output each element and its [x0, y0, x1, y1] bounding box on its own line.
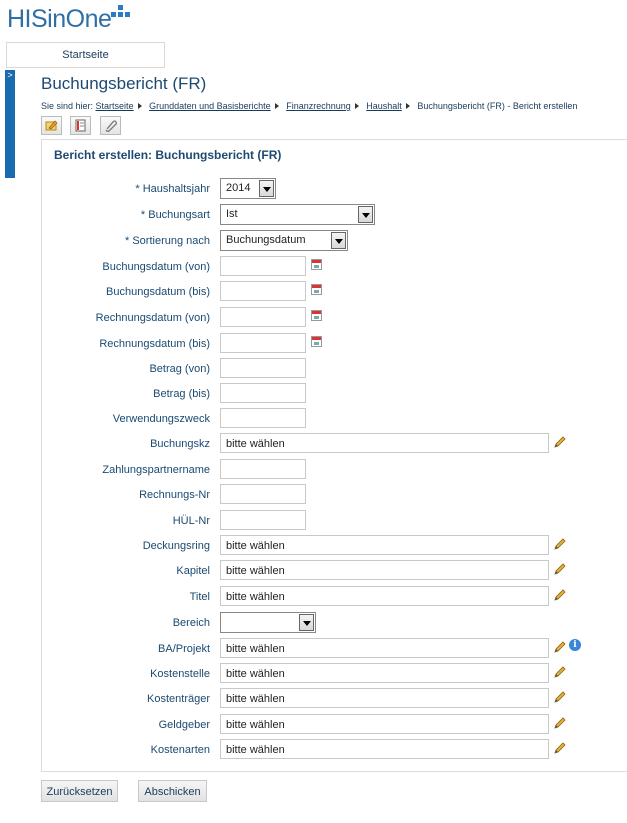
pencil-icon[interactable]	[553, 690, 567, 704]
reset-button[interactable]: Zurücksetzen	[41, 780, 118, 802]
calendar-icon[interactable]	[311, 336, 322, 347]
row-ba-projekt	[42, 638, 627, 660]
row-buchungsart	[42, 204, 627, 226]
row-haushaltsjahr	[42, 178, 627, 200]
page-title: Buchungsbericht (FR)	[41, 74, 207, 93]
haushaltsjahr-select[interactable]	[220, 178, 276, 199]
breadcrumb-link-finanzrechnung[interactable]: Finanzrechnung	[286, 101, 351, 111]
kostenstelle-input[interactable]: bitte wählen	[220, 663, 549, 683]
label-bereich: Bereich	[172, 617, 210, 629]
row-huel-nr	[42, 510, 627, 532]
row-buchungskz	[42, 433, 627, 455]
huel-nr-input[interactable]	[220, 510, 306, 530]
ba-projekt-input[interactable]: bitte wählen	[220, 638, 549, 658]
pencil-icon[interactable]	[553, 640, 567, 654]
label-haushaltsjahr: * Haushaltsjahr	[135, 183, 210, 195]
titel-input[interactable]: bitte wählen	[220, 586, 549, 606]
buchungsdatum-von-input[interactable]	[220, 256, 306, 276]
rechnungsdatum-bis-input[interactable]	[220, 333, 306, 353]
label-kostenarten: Kostenarten	[150, 744, 210, 756]
report-form-panel	[41, 139, 627, 772]
rechnungsdatum-von-input[interactable]	[220, 307, 306, 327]
row-betrag-bis	[42, 383, 627, 405]
chevron-down-icon[interactable]	[358, 206, 373, 223]
pencil-icon[interactable]	[553, 716, 567, 730]
sortierung-select[interactable]	[220, 230, 348, 251]
panel-title: Bericht erstellen: Buchungsbericht (FR)	[54, 148, 282, 162]
buchungsdatum-bis-input[interactable]	[220, 281, 306, 301]
haushaltsjahr-value: 2014	[226, 182, 251, 194]
label-geldgeber: Geldgeber	[158, 719, 210, 731]
sortierung-value: Buchungsdatum	[226, 234, 306, 246]
tab-startseite[interactable]: Startseite	[6, 42, 165, 68]
buchungskz-input[interactable]: bitte wählen	[220, 433, 549, 453]
breadcrumb-arrow-icon	[138, 103, 142, 109]
breadcrumb-link-haushalt[interactable]: Haushalt	[366, 101, 402, 111]
row-titel	[42, 586, 627, 608]
row-kostenstelle	[42, 663, 627, 685]
logo-text: HISinOne	[7, 5, 112, 33]
row-buchungsdatum-bis	[42, 281, 627, 303]
pencil-icon[interactable]	[553, 435, 567, 449]
row-rechnungsdatum-von	[42, 307, 627, 329]
edit-button[interactable]	[41, 116, 62, 135]
row-geldgeber	[42, 714, 627, 736]
verwendungszweck-input[interactable]	[220, 408, 306, 428]
label-rechnungs-nr: Rechnungs-Nr	[139, 489, 210, 501]
pencil-icon[interactable]	[553, 562, 567, 576]
row-zahlungspartnername	[42, 459, 627, 481]
geldgeber-input[interactable]: bitte wählen	[220, 714, 549, 734]
label-kapitel: Kapitel	[176, 565, 210, 577]
breadcrumb-current: Buchungsbericht (FR) - Bericht erstellen	[417, 101, 578, 111]
betrag-bis-input[interactable]	[220, 383, 306, 403]
label-zahlungspartnername: Zahlungspartnername	[102, 464, 210, 476]
label-buchungsdatum-bis: Buchungsdatum (bis)	[106, 286, 210, 298]
hisinone-logo	[7, 5, 111, 39]
kostenarten-input[interactable]: bitte wählen	[220, 739, 549, 759]
row-sortierung	[42, 230, 627, 252]
label-buchungsart: * Buchungsart	[140, 209, 210, 221]
toolbar	[41, 116, 125, 135]
breadcrumb-link-startseite[interactable]: Startseite	[95, 101, 134, 111]
paperclip-icon	[101, 117, 120, 134]
pencil-icon[interactable]	[553, 537, 567, 551]
label-kostentraeger: Kostenträger	[147, 693, 210, 705]
label-buchungsdatum-von: Buchungsdatum (von)	[102, 261, 210, 273]
row-buchungsdatum-von	[42, 256, 627, 278]
row-deckungsring	[42, 535, 627, 557]
submit-button[interactable]: Abschicken	[138, 780, 207, 802]
pencil-icon[interactable]	[553, 741, 567, 755]
row-rechnungsdatum-bis	[42, 333, 627, 355]
row-bereich	[42, 612, 627, 634]
info-icon[interactable]: i	[569, 639, 581, 651]
breadcrumb-prefix: Sie sind hier:	[41, 101, 94, 111]
pencil-icon[interactable]	[553, 665, 567, 679]
logo-square	[118, 12, 123, 17]
logo-square	[118, 5, 123, 10]
report-icon	[71, 117, 90, 134]
kapitel-input[interactable]: bitte wählen	[220, 560, 549, 580]
kostentraeger-input[interactable]: bitte wählen	[220, 688, 549, 708]
breadcrumb-link-grunddaten[interactable]: Grunddaten und Basisberichte	[149, 101, 271, 111]
bereich-select[interactable]	[220, 612, 316, 633]
row-kapitel	[42, 560, 627, 582]
row-kostenarten	[42, 739, 627, 761]
edit-icon	[42, 117, 61, 134]
breadcrumb-arrow-icon	[275, 103, 279, 109]
buchungsart-value: Ist	[226, 208, 238, 220]
report-button[interactable]	[70, 116, 91, 135]
calendar-icon[interactable]	[311, 259, 322, 270]
logo-square	[125, 12, 130, 17]
row-rechnungs-nr	[42, 484, 627, 506]
chevron-down-icon[interactable]	[299, 614, 314, 631]
betrag-von-input[interactable]	[220, 358, 306, 378]
label-rechnungsdatum-von: Rechnungsdatum (von)	[95, 312, 210, 324]
label-buchungskz: Buchungskz	[150, 438, 210, 450]
pencil-icon[interactable]	[553, 588, 567, 602]
breadcrumb	[41, 101, 577, 111]
label-titel: Titel	[189, 591, 210, 603]
row-kostentraeger	[42, 688, 627, 710]
label-sortierung: * Sortierung nach	[125, 235, 210, 247]
label-deckungsring: Deckungsring	[142, 540, 210, 552]
breadcrumb-arrow-icon	[355, 103, 359, 109]
row-betrag-von	[42, 358, 627, 380]
zahlungspartnername-input[interactable]	[220, 459, 306, 479]
logo-square	[111, 12, 116, 17]
label-kostenstelle: Kostenstelle	[150, 668, 210, 680]
breadcrumb-arrow-icon	[406, 103, 410, 109]
label-huel-nr: HÜL-Nr	[172, 515, 210, 527]
label-ba-projekt: BA/Projekt	[158, 643, 210, 655]
label-rechnungsdatum-bis: Rechnungsdatum (bis)	[99, 338, 210, 350]
row-verwendungszweck	[42, 408, 627, 430]
chevron-down-icon[interactable]	[259, 180, 274, 197]
chevron-down-icon[interactable]	[331, 232, 346, 249]
label-betrag-bis: Betrag (bis)	[153, 388, 210, 400]
deckungsring-input[interactable]: bitte wählen	[220, 535, 549, 555]
calendar-icon[interactable]	[311, 310, 322, 321]
attach-button[interactable]	[100, 116, 121, 135]
sidebar-toggle[interactable]	[5, 70, 15, 178]
sidebar-toggle-arrow: >	[7, 70, 13, 80]
rechnungs-nr-input[interactable]	[220, 484, 306, 504]
label-verwendungszweck: Verwendungszweck	[112, 413, 210, 425]
label-betrag-von: Betrag (von)	[149, 363, 210, 375]
buchungsart-select[interactable]	[220, 204, 375, 225]
calendar-icon[interactable]	[311, 284, 322, 295]
